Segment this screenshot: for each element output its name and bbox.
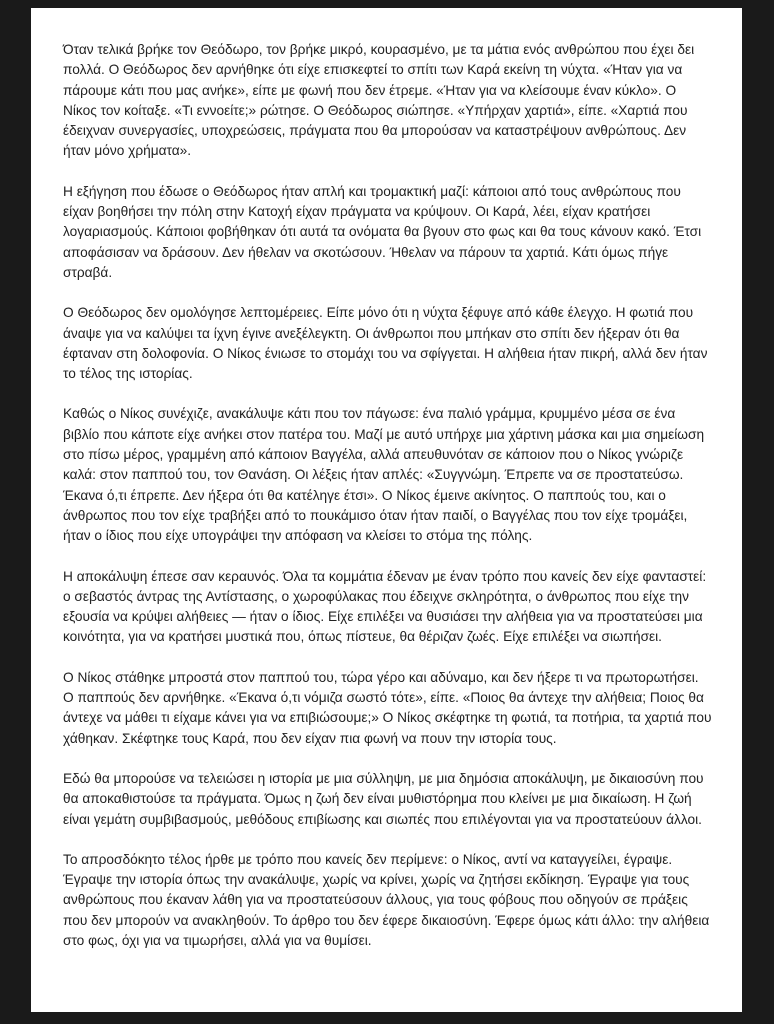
document-page xyxy=(31,8,742,1012)
paragraph-7: Εδώ θα μπορούσε να τελειώσει η ιστορία με μια σύλληψη, με μια δημόσια αποκάλυψη, με δικαιοσύνη που θα αποκαθιστούσε τα πράγματα. Όμως η ζωή δεν είναι μυθιστόρημα που κλείνει με μια δικαίωση. Η ζωή είναι γεμάτη συμβιβασμούς, μεθόδους επιβίωσης και σιωπές που επιλέγονται για να προστατεύουν άλλοι. xyxy=(63,770,704,827)
paragraph-2: Η εξήγηση που έδωσε ο Θεόδωρος ήταν απλή και τρομακτική μαζί: κάποιοι από τους ανθρώπους που είχαν βοηθήσει την πόλη στην Κατοχή είχαν πράγματα να κρύψουν. Οι Καρά, λέει, είχαν κρατήσει λογαριασμούς. Κάποιοι φοβήθηκαν ότι αυτά τα ονόματα θα βγουν στο φως και θα τους κάνουν κακό. Έτσι αποφάσισαν να δράσουν. Δεν ήθελαν να σκοτώσουν. Ήθελαν να πάρουν τα χαρτιά. Κάτι όμως πήγε στραβά. xyxy=(63,183,702,280)
paragraph-3: Ο Θεόδωρος δεν ομολόγησε λεπτομέρειες. Είπε μόνο ότι η νύχτα ξέφυγε από κάθε έλεγχο. Η φωτιά που άναψε για να καλύψει τα ίχνη έγινε ανεξέλεγκτη. Οι άνθρωποι που μπήκαν στο σπίτι δεν ήξεραν ότι θα έφταναν στη δολοφονία. Ο Νίκος ένιωσε το στομάχι του να σφίγγεται. Η αλήθεια ήταν πικρή, αλλά δεν ήταν το τέλος της ιστορίας. xyxy=(63,305,708,382)
paragraph-5: Η αποκάλυψη έπεσε σαν κεραυνός. Όλα τα κομμάτια έδεναν με έναν τρόπο που κανείς δεν είχε φανταστεί: ο σεβαστός άντρας της Αντίστασης, ο χωροφύλακας που έδειχνε σκληρότητα, ο άνθρωπος που είχε την εξουσία να κρύψει αλήθειες — ήταν ο ίδιος. Είχε επιλέξει να θυσιάσει την αλήθεια για να προστατεύσει μια κοινότητα, για να κρατήσει μυστικά που, όπως πίστευε, θα θέριζαν ζωές. Είχε επιλέξει να σιωπήσει. xyxy=(63,568,707,645)
paragraph-6: Ο Νίκος στάθηκε μπροστά στον παππού του, τώρα γέρο και αδύναμο, και δεν ήξερε τι να πρωτορωτήσει. Ο παππούς δεν αρνήθηκε. «Έκανα ό,τι νόμιζα σωστό τότε», είπε. «Ποιος θα άντεχε την αλήθεια; Ποιος θα άντεχε να μάθει τι είχαμε κάνει για να επιβιώσουμε;» Ο Νίκος σκέφτηκε τη φωτιά, τα ποτήρια, τα χαρτιά που χάθηκαν. Σκέφτηκε τους Καρά, που δεν είχαν πια φωνή να πουν την ιστορία τους. xyxy=(63,669,712,746)
paragraph-8: Το απροσδόκητο τέλος ήρθε με τρόπο που κανείς δεν περίμενε: ο Νίκος, αντί να καταγγείλει, έγραψε. Έγραψε την ιστορία όπως την ανακάλυψε, χωρίς να κρίνει, χωρίς να ζητήσει εκδίκηση. Έγραψε για τους ανθρώπους που έκαναν λάθη για να προστατεύσουν άλλους, για τους φόβους που οδηγούν σε πράξεις που δεν μπορούν να ανακληθούν. Το άρθρο του δεν έφερε δικαιοσύνη. Έφερε όμως κάτι άλλο: την αλήθεια στο φως, όχι για να τιμωρήσει, αλλά για να θυμίσει. xyxy=(63,851,710,948)
paragraph-1: Όταν τελικά βρήκε τον Θεόδωρο, τον βρήκε μικρό, κουρασμένο, με τα μάτια ενός ανθρώπου που έχει δει πολλά. Ο Θεόδωρος δεν αρνήθηκε ότι είχε επισκεφτεί το σπίτι των Καρά εκείνη τη νύχτα. «Ήταν για να πάρουμε κάτι που μας ανήκε», είπε με φωνή που δεν έτρεμε. «Ήταν για να κλείσουμε έναν κύκλο». Ο Νίκος τον κοίταξε. «Τι εννοείτε;» ρώτησε. Ο Θεόδωρος σιώπησε. «Υπήρχαν χαρτιά», είπε. «Χαρτιά που έδειχναν συνεργασίες, υποχρεώσεις, πράγματα που θα μπορούσαν να καταστρέψουν ανθρώπους. Δεν ήταν μόνο χρήματα». xyxy=(63,42,695,159)
paragraph-4: Καθώς ο Νίκος συνέχιζε, ανακάλυψε κάτι που τον πάγωσε: ένα παλιό γράμμα, κρυμμένο μέσα σε ένα βιβλίο που κάποτε είχε ανήκει στον πατέρα του. Μαζί με αυτό υπήρχε μια χάρτινη μάσκα και μια σημείωση στο πίσω μέρος, γραμμένη από κάποιον Βαγγέλα, αλλά απευθυνόταν σε κάποιον που ο Νίκος γνώριζε καλά: στον παππού του, τον Θανάση. Οι λέξεις ήταν απλές: «Συγγνώμη. Έπρεπε να σε προστατεύσω. Έκανα ό,τι έπρεπε. Δεν ήξερα ότι θα κατέληγε έτσι». Ο Νίκος έμεινε ακίνητος. Ο παππούς του, και ο άνθρωπος που τον είχε τραβήξει από το πουκάμισο όταν ήταν παιδί, ο Βαγγέλας που τον είχε τρομάξει, ήταν ο ίδιος που είχε υπογράψει την απόφαση να κλείσει το στόμα της πόλης. xyxy=(63,406,705,544)
